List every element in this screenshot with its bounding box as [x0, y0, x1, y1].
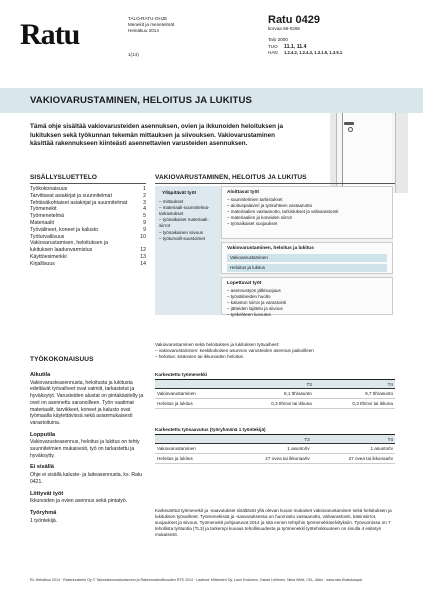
work-phase-diagram: [155, 186, 393, 328]
maintaining-task: – materiaali-suunnitelma-tarkastukset: [159, 205, 217, 217]
header-empty: [155, 380, 233, 389]
table-row: [155, 399, 395, 409]
main-task-chip: Vakiovarustaminen: [227, 254, 387, 262]
column-header: T3: [228, 435, 311, 444]
cell-value: 27 ovea tai ikkunaa/tv: [228, 454, 311, 464]
work-package-heading: TYÖKOKONAISUUS: [30, 356, 94, 363]
finishing-task: – työkohteen luovutus: [227, 312, 387, 318]
finishing-task: – kaluston siirrot ja varastointi: [227, 300, 387, 306]
phase-boxes: [221, 186, 393, 315]
column-header: T4: [314, 380, 395, 389]
section-text: Vakiovarusteasennusta, heloitusta ja lukitusta edeltävät työvaiheet ovat valmiit, tarkastetut ja hyväksytyt. Varusteiden alustat on pintakäsitelty ja ovet on asennettu saranoilleen. Työn vaatimat materiaalit, tarvikkeet, koneet ja kalusto ovat työmaalla käytettävissä sekä asianmukaisesti varastoituina.: [30, 379, 144, 426]
row-label: Heloitus ja lukitus: [155, 454, 228, 464]
finishing-tasks-box: [221, 277, 393, 315]
finishing-task: – jätteiden lajittelu ja siivous: [227, 306, 387, 312]
section-heading: Alkutila: [30, 372, 51, 378]
starting-task: – työnaikaiset suojaukset: [227, 221, 387, 227]
diagram-note-line: Vakiovarustaminen sekä heloituksen ja lukituksen työvaiheet:: [155, 342, 280, 347]
han-row: [268, 50, 408, 56]
header-line: Menekit ja menetelmät: [128, 22, 175, 27]
cell-value: 1 asunto/tv: [228, 444, 311, 454]
work-package-sections: [30, 372, 148, 524]
cell-value: 1 asunto/tv: [312, 444, 395, 454]
toc-heading: SISÄLLYSLUETTELO: [30, 174, 146, 184]
diagram-note-line: – heloitus: sisäovien tai ikkunoiden heloitus.: [155, 354, 245, 359]
cell-value: 27 ovea tai ikkunaa/tv: [312, 454, 395, 464]
lock-cylinder-icon: [348, 127, 353, 132]
page-title: VAKIOVARUSTAMINEN, HELOITUS JA LUKITUS: [30, 95, 252, 106]
main-tasks-title: Vakiovarustaminen, heloitus ja lukitus: [227, 246, 314, 251]
intro-paragraph: Tämä ohje sisältää vakiovarusteiden asennuksen, ovien ja ikkunoiden heloituksen ja lukituksen sekä työkunnan tekemän mittauksen ja siivouksen. Vakiovarustaminen käsittää rakennukseen kiinteästi asennettavien varusteiden asennuksen.: [30, 123, 284, 148]
main-task-chip: Heloitus ja lukitus: [227, 264, 387, 272]
header-line: Heinäkuu 2014: [128, 28, 159, 33]
cell-value: 0,3 tth/ovi tai ikkuna: [233, 399, 314, 409]
toc-item[interactable]: Työvälineet, koneet ja kalusto 9: [30, 226, 146, 233]
header-classification: [268, 14, 408, 57]
main-tasks-box: [221, 242, 393, 274]
table-row: [155, 454, 395, 464]
han-label: HAN: [268, 50, 278, 56]
ratu-logo: Ratu: [20, 18, 80, 51]
cell-value: 8,1 tth/asunto: [233, 389, 314, 399]
toc-item[interactable]: Työturvallisuus 10: [30, 233, 146, 240]
maintaining-task: – työturvalli-suustoimet: [159, 236, 217, 242]
starting-task: – suunnitelmien tarkistukset: [227, 197, 387, 203]
starting-tasks-box: [221, 186, 393, 239]
row-label: Heloitus ja lukitus: [155, 399, 233, 409]
column-header: T4: [312, 435, 395, 444]
tuo-label: TUO: [268, 43, 278, 49]
diagram-note: [155, 342, 395, 360]
section-text: Ohje ei sisällä kaluste- ja laiteasennusta, ks. Ratu 0421.: [30, 472, 143, 485]
toc-item[interactable]: Työmenetelmä 5: [30, 213, 146, 220]
diagram-note-line: – vakiovarustaminen: keskikokoisen asunnon varusteiden asennus paikoilleen: [155, 348, 314, 353]
toc-item[interactable]: Käyttöesimerkki 13: [30, 253, 146, 260]
door-handle-icon: [344, 122, 354, 125]
tuo-value: 11.1, 11.4: [284, 43, 307, 50]
section-heading: Ei sisällä: [30, 464, 54, 471]
starting-task: – materiaalien vastaanotto, tarkistukset ja välivarastointi: [227, 209, 387, 215]
header-empty: [155, 435, 228, 444]
work-output-table: [155, 427, 395, 464]
labour-input-table: [155, 372, 395, 409]
row-label: Vakiovarustaminen: [155, 444, 228, 454]
cell-value: 9,7 tth/asunto: [314, 389, 395, 399]
section-text: 1 työntekijä.: [30, 517, 58, 524]
toc-item[interactable]: Materiaalit 9: [30, 219, 146, 226]
toc-item[interactable]: Työmenekit 4: [30, 206, 146, 213]
finishing-task: – työvälineiden huolto: [227, 294, 387, 300]
toc-item[interactable]: Tarvittavat asiakirjat ja suunnitelmat 2: [30, 192, 146, 199]
maintaining-tasks-panel: [155, 186, 221, 315]
work-output-caption: Karkeutettu työsaavutus (työryhmänä 1 työntekijä): [155, 427, 266, 432]
maintaining-task: – työnaikaiset materiaali-siirrot: [159, 217, 217, 229]
table-of-contents: [30, 186, 146, 268]
toc-item[interactable]: Tehtäväkohtaiset asiakirjat ja suunnitelmat 3: [30, 199, 146, 206]
header-publication-info: [128, 16, 174, 58]
row-label: Vakiovarustaminen: [155, 389, 233, 399]
maintaining-tasks-title: Ylläpitävät työt: [162, 191, 197, 196]
section-text: Vakiovarusteasennus, heloitus ja lukitus on tehty suunnitelmien mukaisesti, työ on tarkastettu ja hyväksytty.: [30, 439, 140, 459]
maintaining-task: – mittaukset: [159, 199, 217, 205]
table-row: [155, 444, 395, 454]
document-code: Ratu 0429: [268, 14, 320, 26]
column-header: T3: [233, 380, 314, 389]
cell-value: 0,3 tth/ovi tai ikkuna: [314, 399, 395, 409]
starting-task: – aloituspalaveri ja työkohteen vastaanotto: [227, 203, 387, 209]
section-text: Ikkunoiden ja ovien asennus sekä pintatyö.: [30, 498, 128, 505]
starting-task: – materiaalien ja koneiden siirrot: [227, 215, 387, 221]
diagram-heading: VAKIOVARUSTAMINEN, HELOITUS JA LUKITUS: [155, 174, 395, 184]
page-footer: RL-Heinäkuu 2014 · Rakennustieto Oy © Talonrakennustuotannon ja Rakennusteollisuuden RTS 2014 · Laatinut: Mittarinen Oy, Lauri Koskinen, Oskari Lehtinen, Niina Wirtti, CKL, Aktio · www.ratu.fi/ratukaupat: [30, 578, 362, 582]
labour-input-caption: Karkeutettu työmenekki: [155, 372, 208, 377]
maintaining-task: – työnaikainen siivous: [159, 230, 217, 236]
labour-input-note: Karkeutettut työmenekit ja -saavutukset sisältävät yllä olevan kuvan mukaiset vakiovarustamisen sekä heloituksen ja lukituksen työvaiheet. Työmenekissä ja -saavutuksessa on huomioitu vastaanotto, välivarastointi, käsinsiirrot, suojaukset ja siivous. Työmenekit pohjautuvat 2014 ja sitä ennen tehtyihin työmenekkiselvityksiin. Työvuorossa on 7 tehollista työtuntia (TL3) ja tarkempi kuvaus tehollisuudesta ja työmenekki työtehokkuuteen on sivulla 4 esitetyn mukaisesti.: [155, 508, 392, 538]
header-line: TALO-RATU-OHJE: [128, 16, 168, 21]
finishing-tasks-title: Lopettavat työt: [227, 281, 262, 286]
table-row: [155, 389, 395, 399]
page-reference: 1(14): [128, 52, 139, 57]
section-heading: Työryhmä: [30, 509, 57, 516]
han-value: 1.2.4.2, 1.2.4.3, 1.3.1.5, 1.3.5.1: [284, 50, 343, 56]
toc-item[interactable]: Kirjallisuus 14: [30, 260, 146, 267]
toc-item[interactable]: Vakiovarustamisen, heloituksen ja lukituksen laadunvarmistus 12: [30, 240, 146, 254]
replaces-note: korvaa 56-0266: [268, 26, 300, 31]
section-heading: Lopputila: [30, 431, 56, 438]
section-heading: Liittyvät työt: [30, 490, 64, 497]
starting-tasks-title: Aloittavat työt: [227, 190, 259, 195]
finishing-task: – asennustyön jälkisuojaus: [227, 288, 387, 294]
talo-code: Talo 2000: [268, 37, 288, 43]
toc-item[interactable]: Työkokonaisuus 1: [30, 186, 146, 192]
